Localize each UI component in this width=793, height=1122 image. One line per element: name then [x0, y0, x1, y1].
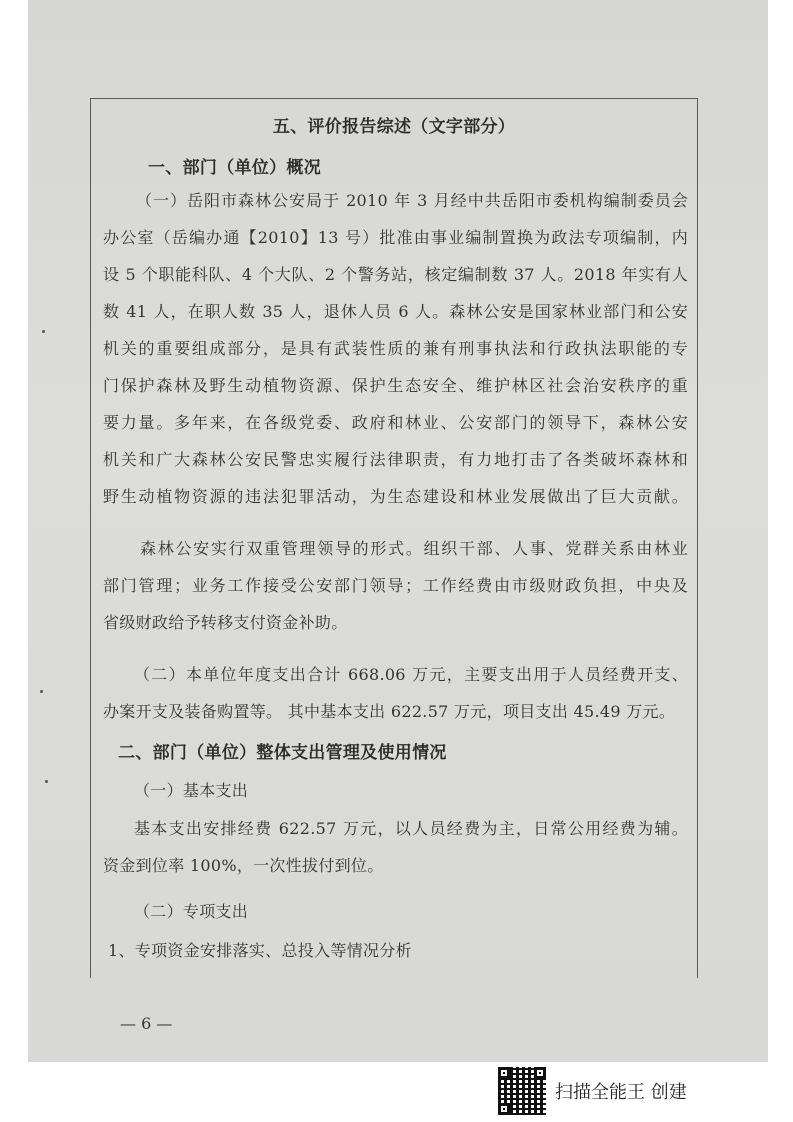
scan-speck	[40, 690, 43, 693]
scanner-brand-text: 扫描全能王 创建	[555, 1082, 687, 1103]
paragraph-line: 机关和广大森林公安民警忠实履行法律职责，有力地打击了各类破坏森林和	[103, 450, 688, 469]
paragraph-line: 部门管理；业务工作接受公安部门领导；工作经费由市级财政负担，中央及	[103, 576, 688, 595]
section-heading-2: 二、部门（单位）整体支出管理及使用情况	[118, 743, 447, 763]
section-heading-1: 一、部门（单位）概况	[148, 158, 321, 178]
page-number: — 6 —	[120, 1014, 173, 1033]
subheading: （二）专项支出	[134, 902, 249, 921]
scanner-footer	[497, 1066, 687, 1116]
scan-speck	[45, 780, 48, 783]
paragraph-line: 基本支出安排经费 622.57 万元，以人员经费为主，日常公用经费为辅。	[134, 819, 688, 838]
paragraph-line: （二）本单位年度支出合计 668.06 万元，主要支出用于人员经费开支、	[134, 665, 688, 684]
list-item: 1、专项资金安排落实、总投入等情况分析	[108, 941, 412, 960]
qr-code-icon	[497, 1066, 547, 1116]
paragraph-line: 办公室（岳编办通【2010】13 号）批准由事业编制置换为政法专项编制，内	[103, 228, 688, 247]
paragraph-line: 设 5 个职能科队、4 个大队、2 个警务站，核定编制数 37 人。2018 年实有人	[103, 265, 688, 284]
subheading: （一）基本支出	[134, 781, 249, 800]
paragraph-line: 资金到位率 100%，一次性拔付到位。	[103, 856, 384, 875]
paragraph-line: （一）岳阳市森林公安局于 2010 年 3 月经中共岳阳市委机构编制委员会	[136, 191, 688, 210]
paragraph-line: 机关的重要组成部分，是具有武装性质的兼有刑事执法和行政执法职能的专	[103, 339, 688, 358]
document-title: 五、评价报告综述（文字部分）	[272, 117, 516, 137]
paragraph-line: 要力量。多年来，在各级党委、政府和林业、公安部门的领导下，森林公安	[103, 413, 688, 432]
paragraph-line: 野生动植物资源的违法犯罪活动，为生态建设和林业发展做出了巨大贡献。	[103, 487, 688, 506]
paragraph-line: 省级财政给予转移支付资金补助。	[103, 613, 348, 632]
paragraph-line: 办案开支及装备购置等。 其中基本支出 622.57 万元，项目支出 45.49 万元。	[103, 702, 676, 721]
paragraph-line: 门保护森林及野生动植物资源、保护生态安全、维护林区社会治安秩序的重	[103, 376, 688, 395]
paragraph-line: 数 41 人，在职人数 35 人，退休人员 6 人。森林公安是国家林业部门和公安	[103, 302, 688, 321]
scan-speck	[42, 330, 45, 333]
paragraph-line: 森林公安实行双重管理领导的形式。组织干部、人事、党群关系由林业	[140, 539, 688, 558]
